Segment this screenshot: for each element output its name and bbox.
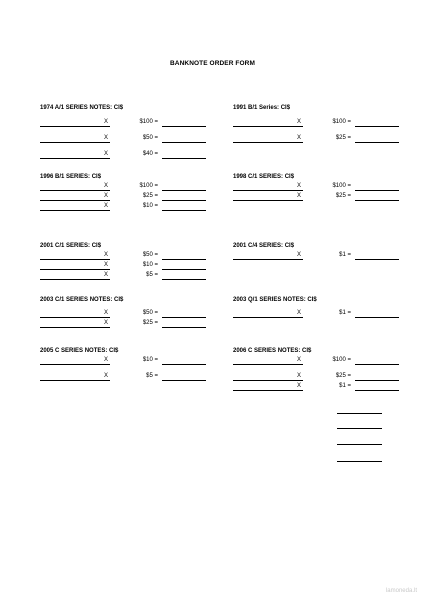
section-title: 2001 C/1 SERIES: CI$ <box>40 243 102 249</box>
quantity-field[interactable] <box>233 364 303 365</box>
amount-field[interactable] <box>162 126 206 127</box>
denomination-price: $25 = <box>142 193 158 199</box>
order-row <box>233 118 403 128</box>
quantity-field[interactable] <box>40 200 110 201</box>
section-2001-c1 <box>40 241 210 281</box>
total-field[interactable] <box>337 428 382 429</box>
quantity-field[interactable] <box>40 158 110 159</box>
order-row <box>40 182 210 192</box>
order-row <box>40 134 210 144</box>
total-field[interactable] <box>337 444 382 445</box>
multiply-sign: X <box>104 151 109 157</box>
order-row <box>40 150 210 160</box>
multiply-sign: X <box>297 183 302 189</box>
amount-field[interactable] <box>162 142 206 143</box>
order-row <box>233 251 403 261</box>
quantity-field[interactable] <box>233 126 303 127</box>
section-title: 2003 Q/1 SERIES NOTES: CI$ <box>233 297 317 303</box>
denomination-price: $25 = <box>335 193 351 199</box>
denomination-price: $50 = <box>142 310 158 316</box>
multiply-sign: X <box>297 310 302 316</box>
amount-field[interactable] <box>162 317 206 318</box>
section-2005-c <box>40 346 210 382</box>
multiply-sign: X <box>104 262 109 268</box>
order-row <box>40 372 210 382</box>
multiply-sign: X <box>104 310 109 316</box>
denomination-price: $5 = <box>146 373 158 379</box>
total-field[interactable] <box>337 413 382 414</box>
denomination-price: $10 = <box>142 262 158 268</box>
amount-field[interactable] <box>162 158 206 159</box>
quantity-field[interactable] <box>40 190 110 191</box>
amount-field[interactable] <box>355 317 399 318</box>
amount-field[interactable] <box>355 190 399 191</box>
denomination-price: $25 = <box>142 320 158 326</box>
watermark: lamoneda.lt <box>385 588 417 594</box>
section-1996-b1 <box>40 172 210 212</box>
section-title: 2006 C SERIES NOTES: CI$ <box>233 348 312 354</box>
multiply-sign: X <box>104 272 109 278</box>
multiply-sign: X <box>104 119 109 125</box>
order-row <box>233 192 403 202</box>
quantity-field[interactable] <box>40 317 110 318</box>
quantity-field[interactable] <box>233 142 303 143</box>
multiply-sign: X <box>297 252 302 258</box>
quantity-field[interactable] <box>40 269 110 270</box>
quantity-field[interactable] <box>40 279 110 280</box>
amount-field[interactable] <box>355 364 399 365</box>
quantity-field[interactable] <box>40 380 110 381</box>
multiply-sign: X <box>297 357 302 363</box>
order-row <box>233 182 403 192</box>
section-2001-c4 <box>233 241 403 261</box>
section-title: 2005 C SERIES NOTES: CI$ <box>40 348 119 354</box>
section-title: 1991 B/1 Series: CI$ <box>233 105 291 111</box>
section-1974-a1 <box>40 103 210 160</box>
amount-field[interactable] <box>355 200 399 201</box>
multiply-sign: X <box>104 252 109 258</box>
amount-field[interactable] <box>162 279 206 280</box>
multiply-sign: X <box>297 119 302 125</box>
multiply-sign: X <box>104 357 109 363</box>
order-row <box>40 271 210 281</box>
amount-field[interactable] <box>162 327 206 328</box>
amount-field[interactable] <box>162 380 206 381</box>
denomination-price: $100 = <box>139 183 158 189</box>
quantity-field[interactable] <box>233 390 303 391</box>
section-title: 2001 C/4 SERIES: CI$ <box>233 243 295 249</box>
section-2006-c <box>233 346 403 392</box>
denomination-price: $50 = <box>142 252 158 258</box>
multiply-sign: X <box>297 383 302 389</box>
amount-field[interactable] <box>162 259 206 260</box>
denomination-price: $1 = <box>339 383 351 389</box>
amount-field[interactable] <box>355 259 399 260</box>
multiply-sign: X <box>297 373 302 379</box>
quantity-field[interactable] <box>233 380 303 381</box>
denomination-price: $50 = <box>142 135 158 141</box>
denomination-price: $1 = <box>339 310 351 316</box>
quantity-field[interactable] <box>40 126 110 127</box>
denomination-price: $25 = <box>335 135 351 141</box>
amount-field[interactable] <box>162 190 206 191</box>
multiply-sign: X <box>104 373 109 379</box>
order-row <box>40 192 210 202</box>
section-title: 1998 C/1 SERIES: CI$ <box>233 174 295 180</box>
amount-field[interactable] <box>162 364 206 365</box>
section-1991-b1 <box>233 103 403 144</box>
quantity-field[interactable] <box>40 327 110 328</box>
order-row <box>233 382 403 392</box>
amount-field[interactable] <box>162 269 206 270</box>
denomination-price: $100 = <box>139 119 158 125</box>
multiply-sign: X <box>104 183 109 189</box>
multiply-sign: X <box>104 203 109 209</box>
form-title: BANKNOTE ORDER FORM <box>170 60 255 67</box>
quantity-field[interactable] <box>233 200 303 201</box>
order-row <box>233 372 403 382</box>
denomination-price: $10 = <box>142 357 158 363</box>
denomination-price: $10 = <box>142 203 158 209</box>
section-title: 2003 C/1 SERIES NOTES: CI$ <box>40 297 124 303</box>
total-field[interactable] <box>337 461 382 462</box>
section-1998-c1 <box>233 172 403 202</box>
amount-field[interactable] <box>162 210 206 211</box>
section-title: 1974 A/1 SERIES NOTES: CI$ <box>40 105 124 111</box>
order-row <box>233 309 403 319</box>
quantity-field[interactable] <box>40 259 110 260</box>
amount-field[interactable] <box>355 126 399 127</box>
quantity-field[interactable] <box>233 317 303 318</box>
denomination-price: $1 = <box>339 252 351 258</box>
multiply-sign: X <box>297 193 302 199</box>
order-row <box>40 356 210 366</box>
order-row <box>40 118 210 128</box>
quantity-field[interactable] <box>233 259 303 260</box>
amount-field[interactable] <box>355 380 399 381</box>
multiply-sign: X <box>104 135 109 141</box>
order-row <box>40 202 210 212</box>
order-row <box>233 356 403 366</box>
section-title: 1996 B/1 SERIES: CI$ <box>40 174 102 180</box>
order-row <box>40 261 210 271</box>
amount-field[interactable] <box>162 200 206 201</box>
quantity-field[interactable] <box>233 190 303 191</box>
denomination-price: $100 = <box>332 357 351 363</box>
amount-field[interactable] <box>355 142 399 143</box>
denomination-price: $5 = <box>146 272 158 278</box>
quantity-field[interactable] <box>40 142 110 143</box>
denomination-price: $100 = <box>332 183 351 189</box>
quantity-field[interactable] <box>40 210 110 211</box>
denomination-price: $100 = <box>332 119 351 125</box>
order-row <box>40 251 210 261</box>
order-row <box>233 134 403 144</box>
denomination-price: $25 = <box>335 373 351 379</box>
denomination-price: $40 = <box>142 151 158 157</box>
section-2003-q1 <box>233 295 403 319</box>
section-2003-c1 <box>40 295 210 329</box>
quantity-field[interactable] <box>40 364 110 365</box>
multiply-sign: X <box>297 135 302 141</box>
order-row <box>40 309 210 319</box>
multiply-sign: X <box>104 193 109 199</box>
amount-field[interactable] <box>355 390 399 391</box>
order-row <box>40 319 210 329</box>
multiply-sign: X <box>104 320 109 326</box>
